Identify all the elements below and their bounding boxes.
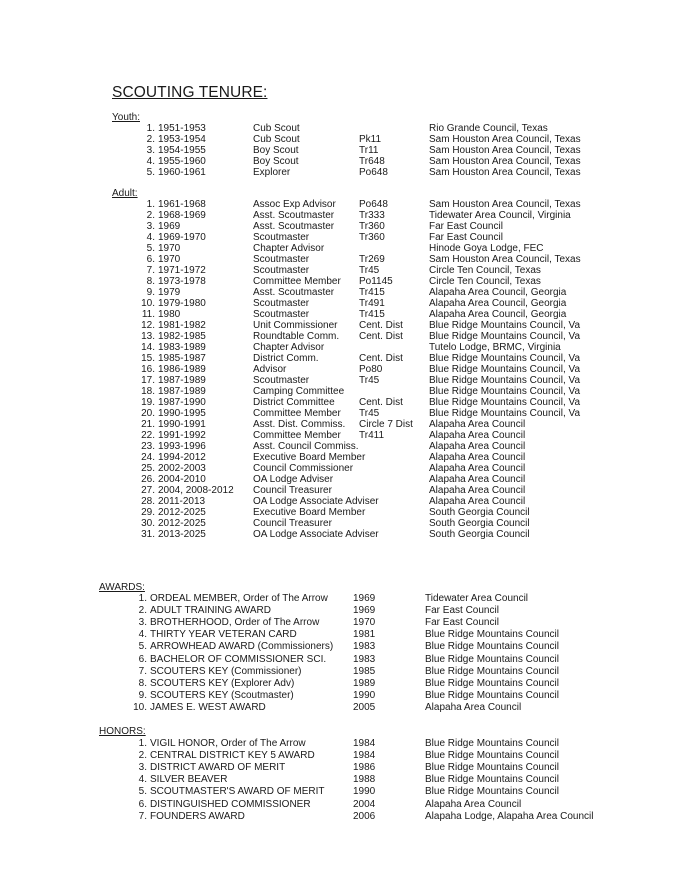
row-years: 2011-2013 xyxy=(158,496,206,507)
honor-row xyxy=(0,762,689,773)
honor-row xyxy=(0,738,689,749)
row-years: 1970 xyxy=(158,243,181,254)
row-number: 24. xyxy=(141,452,155,463)
row-council: Sam Houston Area Council, Texas xyxy=(429,156,581,167)
tenure-row xyxy=(0,485,689,496)
row-role: Council Treasurer xyxy=(253,485,332,496)
row-unit: Tr45 xyxy=(359,265,380,276)
row-years: 1961-1968 xyxy=(158,199,206,210)
row-council: Blue Ridge Mountains Council xyxy=(425,677,559,689)
row-name: SCOUTMASTER'S AWARD OF MERIT xyxy=(150,786,325,798)
row-year: 2006 xyxy=(353,810,376,822)
row-role: Unit Commissioner xyxy=(253,320,338,331)
row-years: 1970 xyxy=(158,254,181,265)
row-years: 1987-1989 xyxy=(158,375,206,386)
row-role: Cub Scout xyxy=(253,123,300,134)
row-council: Blue Ridge Mountains Council, Va xyxy=(429,375,581,386)
row-role: Boy Scout xyxy=(253,145,299,156)
row-number: 7. xyxy=(138,810,147,822)
row-years: 1994-2012 xyxy=(158,452,206,463)
row-council: Tidewater Area Council xyxy=(425,593,529,604)
row-unit: Tr45 xyxy=(359,375,380,386)
row-number: 18. xyxy=(141,386,155,397)
tenure-row xyxy=(0,320,689,331)
row-unit: Tr491 xyxy=(359,298,385,309)
row-name: DISTRICT AWARD OF MERIT xyxy=(150,762,286,774)
row-number: 15. xyxy=(141,353,155,364)
row-number: 30. xyxy=(141,518,155,529)
row-council: Far East Council xyxy=(425,605,499,617)
row-years: 1986-1989 xyxy=(158,364,206,375)
award-row xyxy=(0,666,689,677)
row-name: BACHELOR OF COMMISSIONER SCI. xyxy=(150,653,327,665)
row-role: OA Lodge Associate Adviser xyxy=(253,529,379,540)
row-years: 1983-1989 xyxy=(158,342,206,353)
row-council: Blue Ridge Mountains Council xyxy=(425,750,559,762)
row-number: 4. xyxy=(138,629,147,641)
row-council: Alapaha Lodge, Alapaha Area Council xyxy=(425,810,594,822)
row-years: 2004-2010 xyxy=(158,474,206,485)
row-unit: Tr269 xyxy=(359,254,385,265)
row-council: Alapaha Area Council xyxy=(429,485,526,496)
row-council: Blue Ridge Mountains Council xyxy=(425,774,559,786)
row-role: District Committee xyxy=(253,397,335,408)
row-number: 23. xyxy=(141,441,155,452)
row-council: Blue Ridge Mountains Council xyxy=(425,689,559,701)
row-years: 1969-1970 xyxy=(158,232,206,243)
row-number: 4. xyxy=(138,774,147,786)
row-council: Sam Houston Area Council, Texas xyxy=(429,167,581,178)
row-number: 6. xyxy=(146,254,155,265)
tenure-row xyxy=(0,441,689,452)
row-years: 2004, 2008-2012 xyxy=(158,485,234,496)
row-council: Sam Houston Area Council, Texas xyxy=(429,145,581,156)
row-council: Alapaha Area Council xyxy=(429,496,526,507)
row-number: 21. xyxy=(141,419,155,430)
row-year: 1969 xyxy=(353,605,376,617)
award-row xyxy=(0,702,689,713)
row-number: 27. xyxy=(141,485,155,496)
row-unit: Tr411 xyxy=(359,430,385,441)
row-council: Blue Ridge Mountains Council, Va xyxy=(429,353,581,364)
row-year: 1990 xyxy=(353,689,376,701)
tenure-row xyxy=(0,518,689,529)
tenure-row xyxy=(0,463,689,474)
tenure-row xyxy=(0,342,689,353)
row-number: 3. xyxy=(138,762,147,774)
row-unit: Pk11 xyxy=(359,134,382,145)
row-years: 2013-2025 xyxy=(158,529,206,540)
row-number: 1. xyxy=(146,123,155,134)
row-year: 1983 xyxy=(353,641,376,653)
row-unit: Po648 xyxy=(359,199,388,210)
row-year: 1984 xyxy=(353,738,376,749)
row-council: Blue Ridge Mountains Council xyxy=(425,653,559,665)
row-number: 5. xyxy=(146,167,155,178)
row-council: Blue Ridge Mountains Council xyxy=(425,786,559,798)
row-unit: Tr415 xyxy=(359,287,385,298)
row-number: 9. xyxy=(138,689,147,701)
row-role: Roundtable Comm. xyxy=(253,331,340,342)
row-year: 1990 xyxy=(353,786,376,798)
row-number: 19. xyxy=(141,397,155,408)
row-years: 1985-1987 xyxy=(158,353,206,364)
row-number: 3. xyxy=(138,617,147,629)
honor-row xyxy=(0,750,689,761)
row-number: 17. xyxy=(141,375,155,386)
row-years: 2012-2025 xyxy=(158,507,206,518)
award-row xyxy=(0,605,689,616)
row-years: 1990-1991 xyxy=(158,419,206,430)
tenure-row xyxy=(0,529,689,540)
row-year: 1984 xyxy=(353,750,376,762)
row-year: 1985 xyxy=(353,665,376,677)
row-number: 3. xyxy=(146,221,155,232)
row-years: 1953-1954 xyxy=(158,134,206,145)
row-role: Committee Member xyxy=(253,276,341,287)
row-name: JAMES E. WEST AWARD xyxy=(150,701,266,713)
row-unit: Po648 xyxy=(359,167,388,178)
row-number: 2. xyxy=(138,750,147,762)
row-council: Sam Houston Area Council, Texas xyxy=(429,134,581,145)
row-council: Hinode Goya Lodge, FEC xyxy=(429,243,544,254)
row-year: 1983 xyxy=(353,653,376,665)
row-name: SCOUTERS KEY (Scoutmaster) xyxy=(150,689,294,701)
row-role: Scoutmaster xyxy=(253,375,310,386)
tenure-row xyxy=(0,331,689,342)
tenure-row xyxy=(0,134,689,145)
honor-row xyxy=(0,799,689,810)
tenure-row xyxy=(0,496,689,507)
row-name: CENTRAL DISTRICT KEY 5 AWARD xyxy=(150,750,315,762)
award-row xyxy=(0,617,689,628)
row-council: Blue Ridge Mountains Council, Va xyxy=(429,408,581,419)
row-council: South Georgia Council xyxy=(429,529,530,540)
adult-label: Adult: xyxy=(112,188,138,199)
row-role: Asst. Scoutmaster xyxy=(253,221,335,232)
row-council: Far East Council xyxy=(429,221,503,232)
tenure-row xyxy=(0,452,689,463)
row-role: Cub Scout xyxy=(253,134,300,145)
row-council: South Georgia Council xyxy=(429,507,530,518)
row-number: 26. xyxy=(141,474,155,485)
tenure-row xyxy=(0,145,689,156)
row-years: 1954-1955 xyxy=(158,145,206,156)
row-role: Scoutmaster xyxy=(253,232,310,243)
row-number: 6. xyxy=(138,798,147,810)
row-year: 1989 xyxy=(353,677,376,689)
tenure-row xyxy=(0,419,689,430)
row-role: Chapter Advisor xyxy=(253,342,325,353)
row-number: 6. xyxy=(138,653,147,665)
tenure-row xyxy=(0,156,689,167)
row-number: 4. xyxy=(146,156,155,167)
award-row xyxy=(0,690,689,701)
row-council: Blue Ridge Mountains Council xyxy=(425,738,559,749)
row-council: Circle Ten Council, Texas xyxy=(429,276,541,287)
row-council: Sam Houston Area Council, Texas xyxy=(429,254,581,265)
row-council: Sam Houston Area Council, Texas xyxy=(429,199,581,210)
row-council: Alapaha Area Council, Georgia xyxy=(429,298,567,309)
row-unit: Po1145 xyxy=(359,276,393,287)
row-name: SCOUTERS KEY (Explorer Adv) xyxy=(150,677,295,689)
row-year: 1981 xyxy=(353,629,376,641)
row-number: 14. xyxy=(141,342,155,353)
row-council: Alapaha Area Council xyxy=(429,419,526,430)
award-row xyxy=(0,641,689,652)
row-years: 1969 xyxy=(158,221,181,232)
row-unit: Tr415 xyxy=(359,309,385,320)
row-role: Scoutmaster xyxy=(253,298,310,309)
row-role: District Comm. xyxy=(253,353,319,364)
row-number: 25. xyxy=(141,463,155,474)
row-number: 7. xyxy=(146,265,155,276)
row-number: 2. xyxy=(146,210,155,221)
row-council: Circle Ten Council, Texas xyxy=(429,265,541,276)
row-role: Boy Scout xyxy=(253,156,299,167)
row-years: 1982-1985 xyxy=(158,331,206,342)
tenure-row xyxy=(0,353,689,364)
row-number: 10. xyxy=(133,701,147,713)
row-name: SCOUTERS KEY (Commissioner) xyxy=(150,665,302,677)
row-years: 1979-1980 xyxy=(158,298,206,309)
tenure-row xyxy=(0,375,689,386)
row-unit: Circle 7 Dist xyxy=(359,419,413,430)
row-year: 1970 xyxy=(353,617,376,629)
row-number: 13. xyxy=(141,331,155,342)
row-number: 28. xyxy=(141,496,155,507)
row-number: 5. xyxy=(146,243,155,254)
row-role: OA Lodge Associate Adviser xyxy=(253,496,379,507)
row-council: Blue Ridge Mountains Council xyxy=(425,762,559,774)
tenure-row xyxy=(0,123,689,134)
row-role: Explorer xyxy=(253,167,291,178)
row-number: 5. xyxy=(138,641,147,653)
row-council: Alapaha Area Council xyxy=(425,701,522,713)
tenure-row xyxy=(0,254,689,265)
row-number: 2. xyxy=(146,134,155,145)
row-council: Blue Ridge Mountains Council, Va xyxy=(429,331,581,342)
row-years: 1987-1989 xyxy=(158,386,206,397)
row-role: Scoutmaster xyxy=(253,254,310,265)
award-row xyxy=(0,629,689,640)
row-council: South Georgia Council xyxy=(429,518,530,529)
row-years: 2012-2025 xyxy=(158,518,206,529)
row-name: THIRTY YEAR VETERAN CARD xyxy=(150,629,297,641)
row-number: 7. xyxy=(138,665,147,677)
row-council: Alapaha Area Council xyxy=(429,474,526,485)
row-number: 16. xyxy=(141,364,155,375)
row-name: DISTINGUISHED COMMISSIONER xyxy=(150,798,311,810)
row-role: Committee Member xyxy=(253,408,341,419)
row-years: 1979 xyxy=(158,287,181,298)
row-role: Executive Board Member xyxy=(253,507,366,518)
tenure-row xyxy=(0,474,689,485)
row-role: Scoutmaster xyxy=(253,309,310,320)
row-years: 1973-1978 xyxy=(158,276,206,287)
row-number: 3. xyxy=(146,145,155,156)
row-role: Chapter Advisor xyxy=(253,243,325,254)
row-council: Tidewater Area Council, Virginia xyxy=(429,210,571,221)
row-role: Council Commissioner xyxy=(253,463,354,474)
row-unit: Tr648 xyxy=(359,156,385,167)
row-council: Blue Ridge Mountains Council, Va xyxy=(429,364,581,375)
row-council: Blue Ridge Mountains Council, Va xyxy=(429,386,581,397)
row-name: ORDEAL MEMBER, Order of The Arrow xyxy=(150,593,328,604)
row-name: ADULT TRAINING AWARD xyxy=(150,605,271,617)
award-row xyxy=(0,593,689,604)
row-unit: Cent. Dist xyxy=(359,320,403,331)
row-role: Committee Member xyxy=(253,430,341,441)
row-role: Asst. Dist. Commiss. xyxy=(253,419,346,430)
row-council: Alapaha Area Council, Georgia xyxy=(429,309,567,320)
tenure-row xyxy=(0,243,689,254)
row-years: 1955-1960 xyxy=(158,156,206,167)
tenure-row xyxy=(0,309,689,320)
row-name: VIGIL HONOR, Order of The Arrow xyxy=(150,738,306,749)
row-unit: Tr360 xyxy=(359,221,385,232)
row-number: 29. xyxy=(141,507,155,518)
row-council: Far East Council xyxy=(425,617,499,629)
row-number: 10. xyxy=(141,298,155,309)
tenure-row xyxy=(0,298,689,309)
row-number: 9. xyxy=(146,287,155,298)
honor-row xyxy=(0,811,689,822)
row-role: Asst. Council Commiss. xyxy=(253,441,359,452)
row-number: 1. xyxy=(146,199,155,210)
row-council: Alapaha Area Council xyxy=(425,798,522,810)
row-council: Tutelo Lodge, BRMC, Virginia xyxy=(429,342,561,353)
row-council: Alapaha Area Council xyxy=(429,452,526,463)
row-council: Blue Ridge Mountains Council, Va xyxy=(429,320,581,331)
tenure-row xyxy=(0,287,689,298)
tenure-row xyxy=(0,430,689,441)
tenure-row xyxy=(0,397,689,408)
row-number: 11. xyxy=(141,309,155,320)
row-year: 1969 xyxy=(353,593,376,604)
row-year: 1988 xyxy=(353,774,376,786)
row-council: Blue Ridge Mountains Council xyxy=(425,665,559,677)
row-number: 22. xyxy=(141,430,155,441)
row-council: Blue Ridge Mountains Council, Va xyxy=(429,397,581,408)
row-role: Asst. Scoutmaster xyxy=(253,287,335,298)
row-council: Alapaha Area Council xyxy=(429,441,526,452)
row-years: 2002-2003 xyxy=(158,463,206,474)
tenure-row xyxy=(0,232,689,243)
row-council: Alapaha Area Council xyxy=(429,463,526,474)
row-unit: Tr360 xyxy=(359,232,385,243)
tenure-row xyxy=(0,199,689,210)
row-number: 12. xyxy=(141,320,155,331)
row-number: 8. xyxy=(146,276,155,287)
tenure-row xyxy=(0,210,689,221)
row-years: 1987-1990 xyxy=(158,397,206,408)
row-number: 1. xyxy=(138,738,147,749)
row-years: 1981-1982 xyxy=(158,320,206,331)
row-role: Assoc Exp Advisor xyxy=(253,199,336,210)
row-year: 2004 xyxy=(353,798,376,810)
row-role: Council Treasurer xyxy=(253,518,332,529)
row-role: Advisor xyxy=(253,364,287,375)
row-years: 1968-1969 xyxy=(158,210,206,221)
row-number: 4. xyxy=(146,232,155,243)
row-name: FOUNDERS AWARD xyxy=(150,810,245,822)
row-unit: Tr333 xyxy=(359,210,385,221)
row-number: 1. xyxy=(138,593,147,604)
row-number: 31. xyxy=(141,529,155,540)
row-years: 1993-1996 xyxy=(158,441,206,452)
row-role: Scoutmaster xyxy=(253,265,310,276)
row-unit: Cent. Dist xyxy=(359,331,403,342)
row-number: 2. xyxy=(138,605,147,617)
row-role: Executive Board Member xyxy=(253,452,366,463)
award-row xyxy=(0,654,689,665)
row-years: 1980 xyxy=(158,309,181,320)
row-number: 8. xyxy=(138,677,147,689)
row-role: OA Lodge Adviser xyxy=(253,474,334,485)
awards-label: AWARDS: xyxy=(99,582,145,593)
tenure-row xyxy=(0,386,689,397)
row-years: 1971-1972 xyxy=(158,265,206,276)
tenure-row xyxy=(0,276,689,287)
tenure-row xyxy=(0,265,689,276)
row-name: BROTHERHOOD, Order of The Arrow xyxy=(150,617,320,629)
row-unit: Cent. Dist xyxy=(359,353,403,364)
row-unit: Tr45 xyxy=(359,408,380,419)
row-years: 1991-1992 xyxy=(158,430,206,441)
row-council: Alapaha Area Council xyxy=(429,430,526,441)
tenure-row xyxy=(0,221,689,232)
row-name: SILVER BEAVER xyxy=(150,774,228,786)
tenure-row xyxy=(0,408,689,419)
row-unit: Po80 xyxy=(359,364,383,375)
honors-label: HONORS: xyxy=(99,726,146,737)
row-years: 1951-1953 xyxy=(158,123,206,134)
row-unit: Cent. Dist xyxy=(359,397,403,408)
tenure-row xyxy=(0,364,689,375)
tenure-row xyxy=(0,507,689,518)
award-row xyxy=(0,678,689,689)
youth-label: Youth: xyxy=(112,112,140,123)
row-number: 20. xyxy=(141,408,155,419)
row-year: 1986 xyxy=(353,762,376,774)
row-name: ARROWHEAD AWARD (Commissioners) xyxy=(150,641,334,653)
row-years: 1960-1961 xyxy=(158,167,206,178)
page-title: SCOUTING TENURE: xyxy=(112,84,268,101)
row-year: 2005 xyxy=(353,701,376,713)
row-council: Blue Ridge Mountains Council xyxy=(425,641,559,653)
row-unit: Tr11 xyxy=(359,145,379,156)
row-council: Far East Council xyxy=(429,232,503,243)
row-years: 1990-1995 xyxy=(158,408,206,419)
row-role: Camping Committee xyxy=(253,386,345,397)
tenure-row xyxy=(0,167,689,178)
row-role: Asst. Scoutmaster xyxy=(253,210,335,221)
honor-row xyxy=(0,786,689,797)
row-number: 5. xyxy=(138,786,147,798)
row-council: Rio Grande Council, Texas xyxy=(429,123,548,134)
honor-row xyxy=(0,774,689,785)
row-council: Alapaha Area Council, Georgia xyxy=(429,287,567,298)
row-council: Blue Ridge Mountains Council xyxy=(425,629,559,641)
